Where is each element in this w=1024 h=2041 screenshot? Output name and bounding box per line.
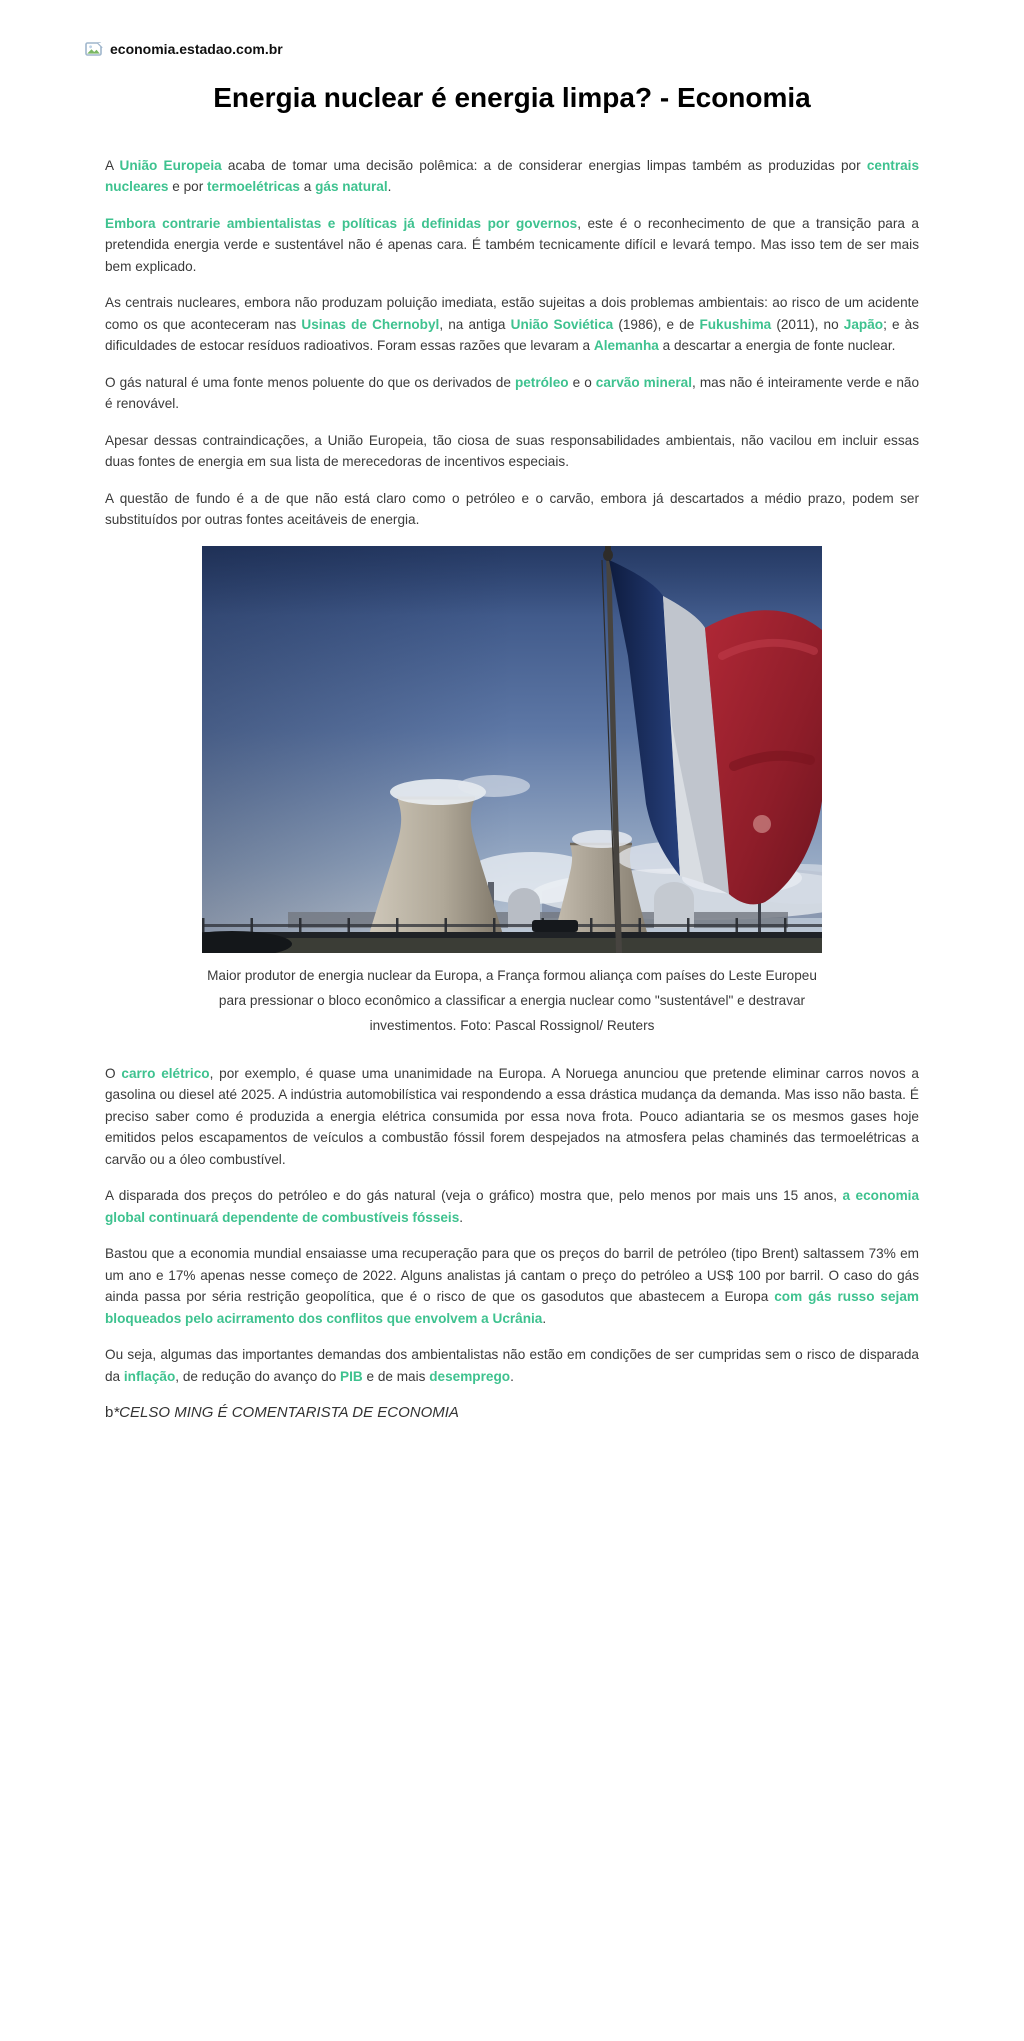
inline-link[interactable]: com gás russo sejam bloqueados pelo acirramento dos conflitos que envolvem a Ucrânia	[105, 1289, 919, 1326]
byline-text: *CELSO MING É COMENTARISTA DE ECONOMIA	[113, 1404, 459, 1422]
paragraph: Embora contrarie ambientalistas e políticas já definidas por governos, este é o reconhecimento de que a transição para a pretendida energia verde e sustentável não é apenas cara. É também tecnicamente difícil e levará tempo. Mas isso tem de ser mais bem explicado.	[105, 215, 919, 274]
photo-caption-line: investimentos. Foto: Pascal Rossignol/ Reuters	[369, 1017, 655, 1033]
inline-link[interactable]: a economia global continuará dependente de combustíveis fósseis	[105, 1188, 920, 1225]
inline-link[interactable]: gás natural	[315, 179, 388, 195]
inline-link[interactable]: União Europeia	[119, 157, 222, 173]
paragraph: Ou seja, algumas das importantes demandas dos ambientalistas não estão em condições de ser cumpridas sem o risco de disparada da inflação, de redução do avanço do PIB e de mais desemprego.	[105, 1347, 919, 1384]
inline-link[interactable]: União Soviética	[510, 316, 614, 332]
inline-link[interactable]: carro elétrico	[121, 1065, 210, 1081]
inline-link[interactable]: desemprego	[429, 1368, 511, 1384]
inline-link[interactable]: petróleo	[514, 374, 569, 390]
inline-link[interactable]: termoelétricas	[207, 179, 300, 195]
inline-link[interactable]: carvão mineral	[595, 374, 693, 390]
page-title: Energia nuclear é energia limpa? - Economia	[213, 82, 811, 113]
byline	[105, 1402, 919, 1424]
paragraph: A União Europeia acaba de tomar uma decisão polêmica: a de considerar energias limpas também as produzidas por centrais nucleares e por termoelétricas a gás natural.	[105, 157, 920, 195]
broken-image-icon	[85, 42, 103, 57]
inline-link[interactable]: inflação	[123, 1368, 176, 1384]
inline-link[interactable]: Usinas de Chernobyl	[301, 316, 440, 332]
site-url: economia.estadao.com.br	[110, 41, 283, 57]
paragraph: A disparada dos preços do petróleo e do gás natural (veja o gráfico) mostra que, pelo menos por mais uns 15 anos, a economia global continuará dependente de combustíveis fósseis.	[105, 1188, 920, 1225]
article-content	[105, 155, 919, 1424]
inline-link[interactable]: Japão	[843, 316, 884, 332]
photo-caption-line: para pressionar o bloco econômico a classificar a energia nuclear como "sustentável" e destravar	[218, 992, 806, 1008]
article-body-top	[105, 155, 919, 531]
inline-link[interactable]: PIB	[340, 1368, 363, 1384]
paragraph: O carro elétrico, por exemplo, é quase uma unanimidade na Europa. A Noruega anunciou que pretende eliminar carros novos a gasolina ou diesel até 2025. A indústria automobilística vai respondendo a essa drástica mudança da demanda. Mas isso não basta. É preciso saber como é produzida a energia elétrica consumida por essa nova frota. Pouco adiantaria se os mesmos gases hoje emitidos pelos escapamentos de veículos a combustão fóssil forem despejados na atmosfera pelas chaminés das termoelétricas a carvão ou a óleo combustível.	[105, 1065, 919, 1167]
photo-caption	[202, 963, 822, 1038]
site-header	[85, 41, 1024, 57]
byline-prefix: b	[105, 1404, 114, 1422]
paragraph: Apesar dessas contraindicações, a União Europeia, tão ciosa de suas responsabilidades ambientais, não vacilou em incluir essas duas fontes de energia em sua lista de merecedoras de incentivos especiais.	[105, 432, 919, 470]
article-photo	[202, 546, 822, 953]
inline-link[interactable]: Embora contrarie ambientalistas e políticas já definidas por governos	[105, 215, 578, 231]
photo-caption-line: Maior produtor de energia nuclear da Europa, a França formou aliança com países do Leste Europeu	[207, 967, 817, 983]
article-body-bottom	[105, 1063, 919, 1388]
inline-link[interactable]: Alemanha	[593, 338, 659, 354]
paragraph: Bastou que a economia mundial ensaiasse uma recuperação para que os preços do barril de petróleo (tipo Brent) saltassem 73% em um ano e 17% apenas nesse começo de 2022. Alguns analistas já cantam o preço do petróleo a US$ 100 por barril. O caso do gás ainda passa por séria restrição geopolítica, que é o risco de que os gasodutos que abastecem a Europa com gás russo sejam bloqueados pelo acirramento dos conflitos que envolvem a Ucrânia.	[105, 1246, 919, 1326]
photo-figure	[202, 546, 822, 1038]
inline-link[interactable]: centrais nucleares	[105, 157, 920, 195]
inline-link[interactable]: Fukushima	[699, 316, 772, 332]
paragraph: O gás natural é uma fonte menos poluente do que os derivados de petróleo e o carvão mineral, mas não é inteiramente verde e não é renovável.	[105, 374, 920, 412]
paragraph: As centrais nucleares, embora não produzam poluição imediata, estão sujeitas a dois problemas ambientais: ao risco de um acidente como os que aconteceram nas Usinas de Chernobyl, na antiga União Soviética (1986), e de Fukushima (2011), no Japão; e às dificuldades de estocar resíduos radioativos. Foram essas razões que levaram a Alemanha a descartar a energia de fonte nuclear.	[105, 295, 920, 354]
page	[0, 41, 1024, 2041]
paragraph: A questão de fundo é a de que não está claro como o petróleo e o carvão, embora já descartados a médio prazo, podem ser substituídos por outras fontes aceitáveis de energia.	[105, 490, 919, 528]
